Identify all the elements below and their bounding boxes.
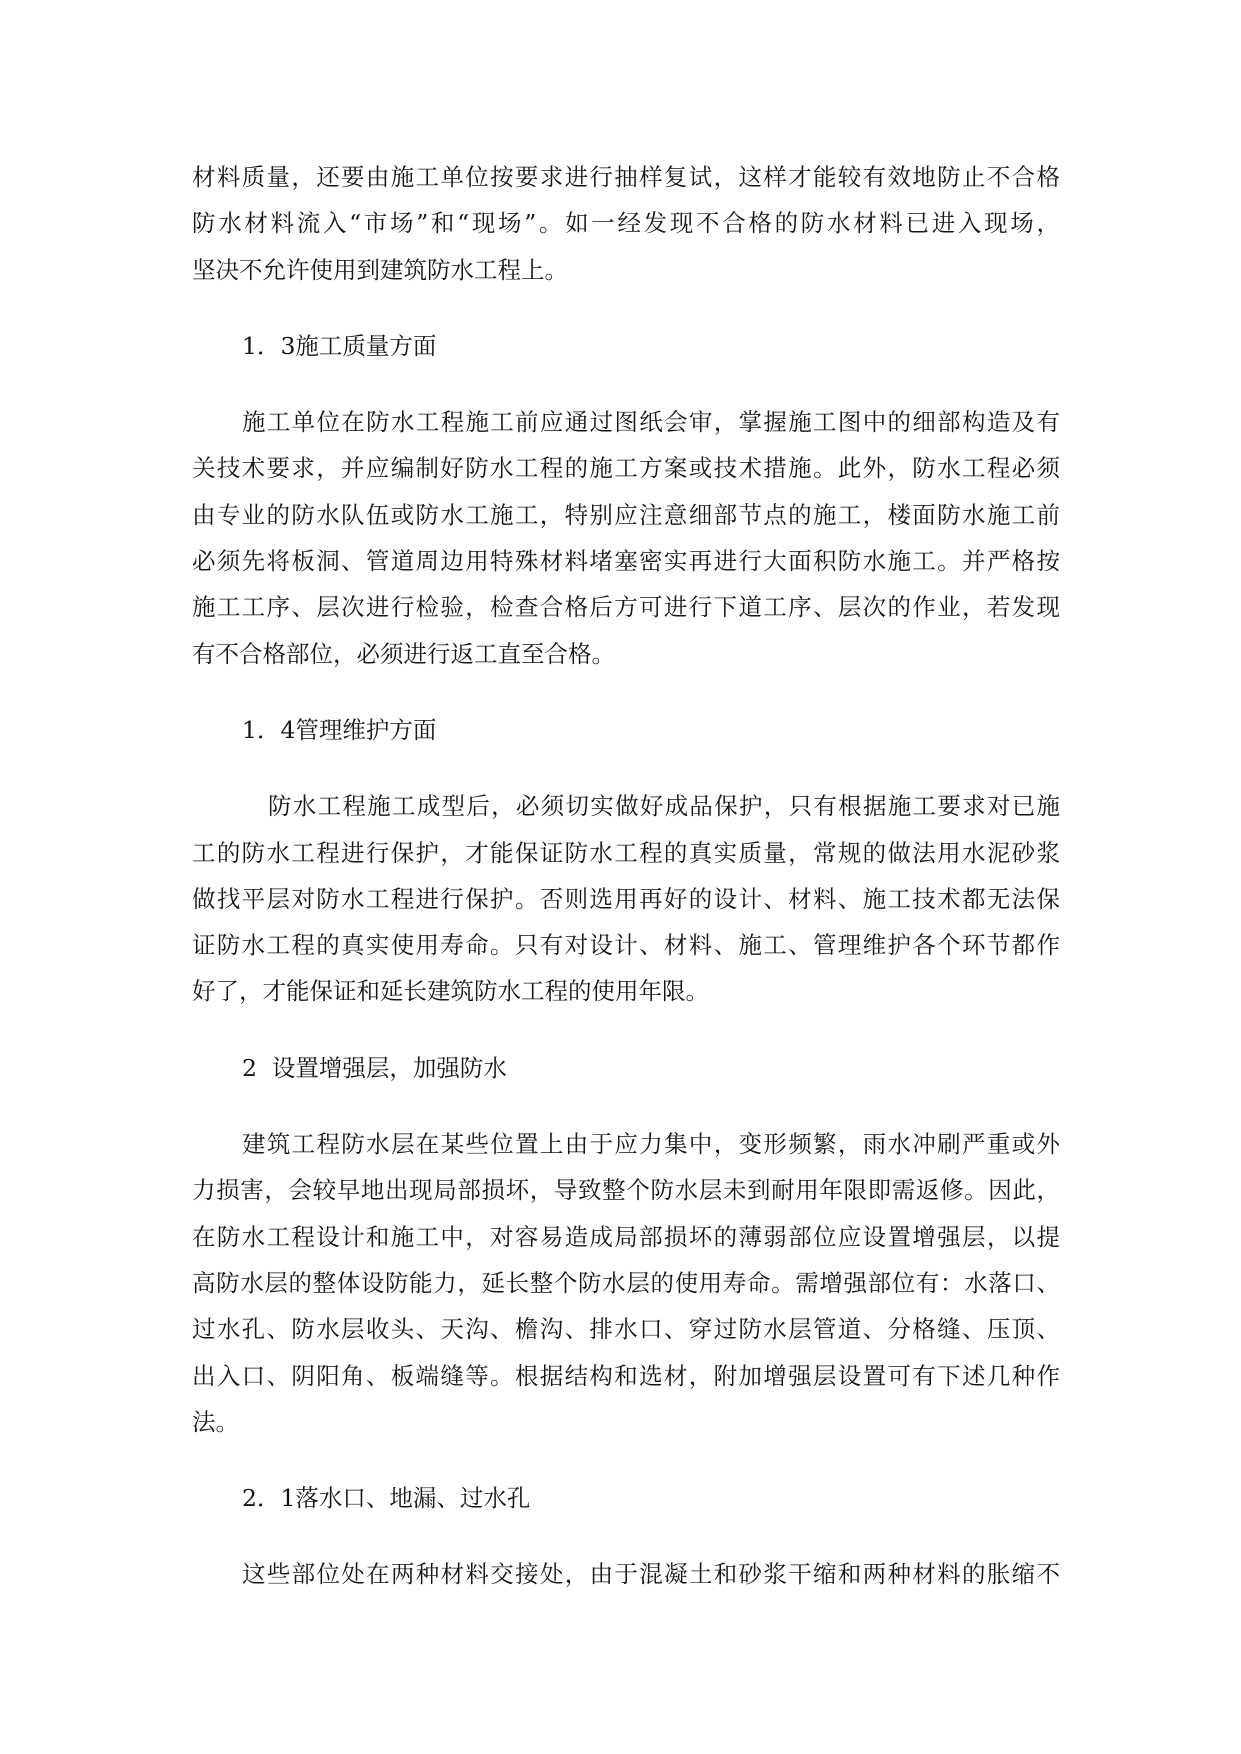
paragraph-line: 这些部位处在两种材料交接处，由于混凝土和砂浆干缩和两种材料的胀缩不 [242,1560,1060,1589]
section-heading-block [192,707,1060,753]
paragraph-line: 施工工序、层次进行检验，检查合格后方可进行下道工序、层次的作业，若发现 [192,593,1060,622]
paragraph-line: 法。 [192,1407,239,1436]
paragraph-line: 坚决不允许使用到建筑防水工程上。 [192,255,568,284]
paragraph-line: 证防水工程的真实使用寿命。只有对设计、材料、施工、管理维护各个环节都作 [192,931,1060,960]
paragraph-line: 必须先将板洞、管道周边用特殊材料堵塞密实再进行大面积防水施工。并严格按 [192,547,1060,576]
paragraph-line: 做找平层对防水工程进行保护。否则选用再好的设计、材料、施工技术都无法保 [192,884,1060,913]
section-heading-block [192,1475,1060,1521]
section-heading: 1．3施工质量方面 [242,331,437,360]
paragraph [192,154,1060,293]
section-heading-block [192,1045,1060,1091]
section-heading: 1．4管理维护方面 [242,715,437,744]
paragraph-line: 高防水层的整体设防能力，延长整个防水层的使用寿命。需增强部位有：水落口、 [192,1268,1060,1297]
paragraph [192,783,1060,1014]
paragraph [192,399,1060,677]
section-heading: 2 设置增强层，加强防水 [242,1053,507,1082]
paragraph-line: 过水孔、防水层收头、天沟、檐沟、排水口、穿过防水层管道、分格缝、压顶、 [192,1315,1060,1344]
paragraph-line: 防水工程施工成型后，必须切实做好成品保护，只有根据施工要求对已施 [268,792,1060,821]
paragraph-line: 建筑工程防水层在某些位置上由于应力集中，变形频繁，雨水冲刷严重或外 [242,1130,1060,1159]
paragraph [192,1551,1060,1597]
paragraph-line: 施工单位在防水工程施工前应通过图纸会审，掌握施工图中的细部构造及有 [242,408,1060,437]
paragraph-line: 力损害，会较早地出现局部损坏，导致整个防水层未到耐用年限即需返修。因此， [192,1176,1060,1205]
section-heading: 2．1落水口、地漏、过水孔 [242,1484,531,1513]
paragraph-line: 由专业的防水队伍或防水工施工，特别应注意细部节点的施工，楼面防水施工前 [192,500,1060,529]
paragraph-line: 出入口、阴阳角、板端缝等。根据结构和选材，附加增强层设置可有下述几种作 [192,1361,1060,1390]
paragraph-line: 好了，才能保证和延长建筑防水工程的使用年限。 [192,977,709,1006]
paragraph-line: 材料质量，还要由施工单位按要求进行抽样复试，这样才能较有效地防止不合格 [192,163,1060,191]
paragraph-line: 防水材料流入“市场”和“现场”。如一经发现不合格的防水材料已进入现场， [192,209,1060,238]
paragraph [192,1121,1060,1445]
paragraph-line: 在防水工程设计和施工中，对容易造成局部损坏的薄弱部位应设置增强层，以提 [192,1222,1060,1251]
section-heading-block [192,323,1060,369]
paragraph-line: 关技术要求，并应编制好防水工程的施工方案或技术措施。此外，防水工程必须 [192,454,1060,483]
paragraph-line: 有不合格部位，必须进行返工直至合格。 [192,639,615,668]
paragraph-line: 工的防水工程进行保护，才能保证防水工程的真实质量，常规的做法用水泥砂浆 [192,838,1060,867]
document-body [192,154,1060,1628]
